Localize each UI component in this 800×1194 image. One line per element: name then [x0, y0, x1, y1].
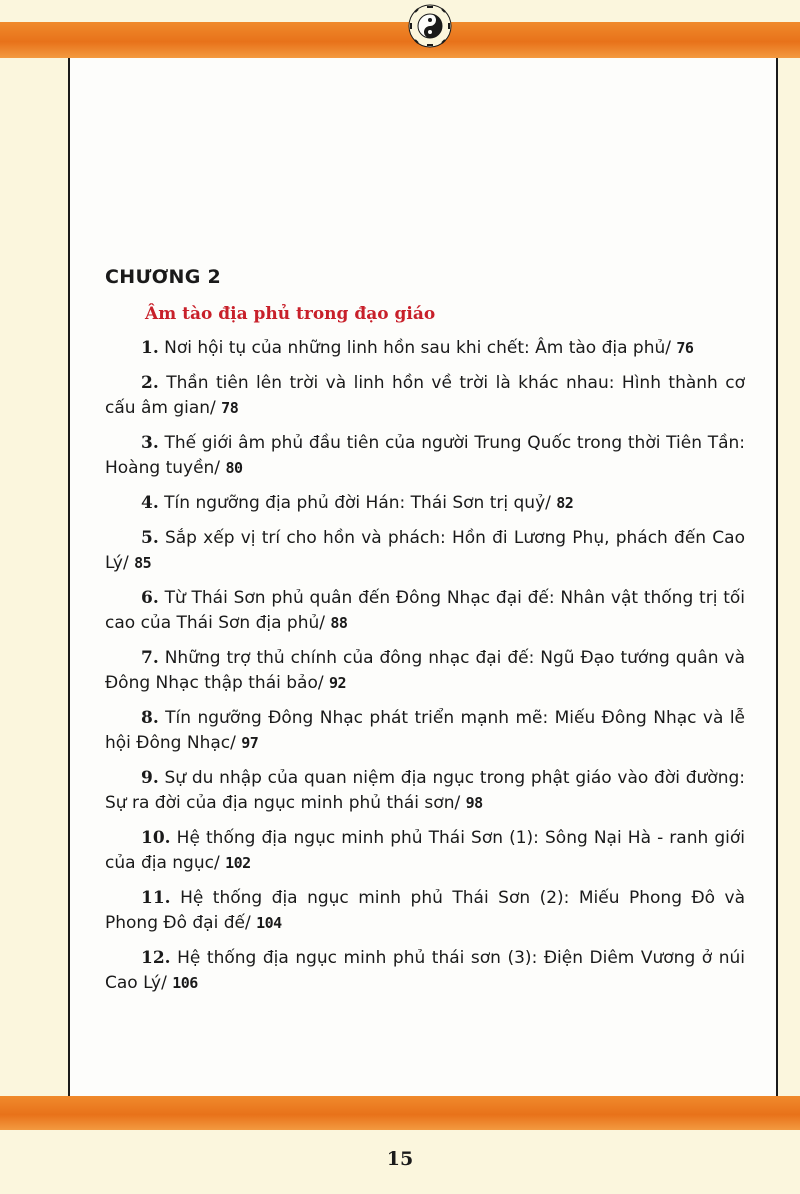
toc-item-number: 11.	[141, 888, 171, 908]
toc-item-title: Hệ thống địa ngục minh phủ Thái Sơn (2): Miếu Phong Đô và Phong Đô đại đế/	[105, 888, 745, 933]
toc-item-number: 2.	[141, 373, 159, 393]
toc-item-number: 10.	[141, 828, 171, 848]
toc-item-title: Tín ngưỡng Đông Nhạc phát triển mạnh mẽ: Miếu Đông Nhạc và lễ hội Đông Nhạc/	[105, 708, 745, 753]
toc-item-page: 98	[465, 794, 483, 812]
toc-item-number: 7.	[141, 648, 159, 668]
toc-item	[105, 766, 745, 816]
toc-list	[105, 336, 745, 996]
toc-item-title: Những trợ thủ chính của đông nhạc đại đế: Ngũ Đạo tướng quân và Đông Nhạc thập thái bảo/	[105, 648, 745, 693]
toc-item	[105, 586, 745, 636]
toc-item-number: 12.	[141, 948, 171, 968]
toc-item-number: 5.	[141, 528, 159, 548]
toc-item-number: 1.	[141, 338, 159, 358]
toc-item-number: 6.	[141, 588, 159, 608]
toc-item	[105, 826, 745, 876]
toc-item	[105, 646, 745, 696]
toc-item-title: Sắp xếp vị trí cho hồn và phách: Hồn đi Lương Phụ, phách đến Cao Lý/	[105, 528, 745, 573]
toc-item-number: 3.	[141, 433, 159, 453]
toc-item-page: 88	[330, 614, 348, 632]
toc-item-page: 78	[221, 399, 239, 417]
toc-item-title: Hệ thống địa ngục minh phủ thái sơn (3): Điện Diêm Vương ở núi Cao Lý/	[105, 948, 745, 993]
toc-item	[105, 886, 745, 936]
table-of-contents	[105, 266, 745, 1006]
top-orange-band	[0, 22, 800, 58]
toc-item-page: 92	[328, 674, 347, 692]
toc-item-page: 97	[241, 734, 259, 752]
toc-item	[105, 336, 745, 361]
toc-item	[105, 946, 745, 996]
toc-item	[105, 491, 745, 516]
toc-item-page: 85	[134, 554, 152, 572]
toc-item	[105, 371, 745, 421]
section-title: Âm tào địa phủ trong đạo giáo	[145, 304, 436, 324]
toc-item-page: 104	[256, 914, 282, 932]
toc-item-title: Từ Thái Sơn phủ quân đến Đông Nhạc đại đế: Nhân vật thống trị tối cao của Thái Sơn địa phủ/	[105, 588, 746, 633]
toc-item-title: Thế giới âm phủ đầu tiên của người Trung Quốc trong thời Tiên Tần: Hoàng tuyền/	[105, 433, 745, 478]
toc-item	[105, 526, 745, 576]
bottom-orange-band	[0, 1096, 800, 1130]
toc-item-page: 82	[556, 494, 574, 512]
toc-item-number: 8.	[141, 708, 159, 728]
yin-yang-bagua-icon	[408, 4, 452, 48]
toc-item	[105, 431, 745, 481]
page-number: 15	[386, 1148, 414, 1170]
toc-item-title: Thần tiên lên trời và linh hồn về trời là khác nhau: Hình thành cơ cấu âm gian/	[105, 373, 745, 418]
toc-item-title: Hệ thống địa ngục minh phủ Thái Sơn (1): Sông Nại Hà - ranh giới của địa ngục/	[105, 828, 745, 873]
toc-item-title: Tín ngưỡng địa phủ đời Hán: Thái Sơn trị quỷ/	[164, 493, 557, 513]
toc-item-page: 102	[225, 854, 251, 872]
toc-item-page: 76	[676, 339, 694, 357]
toc-item-page: 80	[225, 459, 243, 477]
toc-item-number: 4.	[141, 493, 159, 513]
toc-item-number: 9.	[141, 768, 159, 788]
toc-item	[105, 706, 745, 756]
toc-item-page: 106	[172, 974, 198, 992]
toc-item-title: Sự du nhập của quan niệm địa ngục trong phật giáo vào đời đường: Sự ra đời của địa ngục minh phủ thái sơn/	[105, 768, 745, 813]
toc-item-title: Nơi hội tụ của những linh hồn sau khi chết: Âm tào địa phủ/	[164, 338, 677, 358]
chapter-heading: CHƯƠNG 2	[105, 266, 222, 288]
